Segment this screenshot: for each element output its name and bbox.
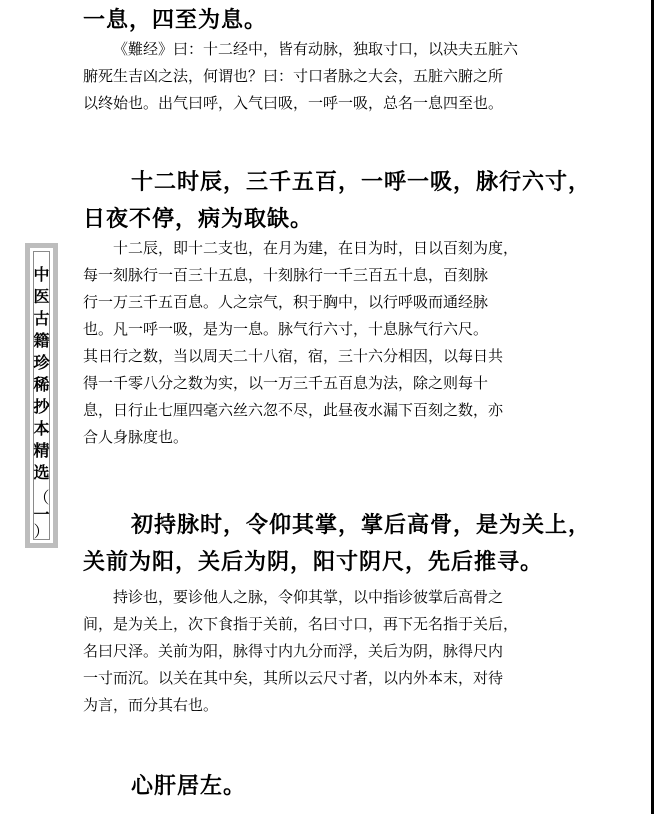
heading-line: 关前为阳，关后为阴，阳寸阴尺，先后推寻。 (83, 550, 544, 575)
series-char: 本 (33, 419, 50, 438)
heading-line: 十二时辰，三千五百，一呼一吸，脉行六寸， (131, 170, 592, 195)
commentary-paragraph (83, 36, 581, 117)
text-line: 为言，而分其右也。 (83, 696, 219, 714)
commentary-paragraph (83, 235, 581, 451)
volume-char: （ (33, 488, 50, 507)
text-line: 其日行之数，当以周天二十八宿，宿，三十六分相因，以每日共 (83, 347, 504, 365)
text-line: 每一刻脉行一百三十五息，十刻脉行一千三百五十息，百刻脉 (83, 266, 489, 284)
series-char: 古 (33, 309, 50, 328)
commentary-paragraph (83, 584, 581, 719)
series-char: 精 (33, 441, 50, 460)
volume-char: ） (33, 522, 50, 541)
text-line: 《難经》曰：十二经中，皆有动脉，独取寸口，以决夫五脏六 (113, 40, 519, 58)
verse-heading (83, 768, 581, 805)
volume-char: 一 (33, 505, 50, 524)
heading-line: 心肝居左。 (131, 774, 247, 799)
text-line: 行一万三千五百息。人之宗气，积于胸中，以行呼吸而通经脉 (83, 293, 489, 311)
series-char: 珍 (33, 353, 50, 372)
series-char: 医 (33, 287, 50, 306)
text-line: 一寸而沉。以关在其中矣，其所以云尺寸者，以内外本末，对待 (83, 669, 504, 687)
verse-heading (83, 164, 592, 238)
text-line: 得一千零八分之数为实，以一万三千五百息为法，除之则每十 (83, 374, 489, 392)
text-line: 也。凡一呼一吸，是为一息。脉气行六寸，十息脉气行六尺。 (83, 320, 489, 338)
heading-line: 一息，四至为息。 (83, 8, 268, 33)
series-char: 抄 (33, 397, 50, 416)
heading-line: 日夜不停，病为取缺。 (83, 207, 314, 232)
verse-heading (83, 2, 581, 39)
series-char: 选 (33, 463, 50, 482)
text-line: 名曰尺泽。关前为阳，脉得寸内九分而浮，关后为阴，脉得尺内 (83, 642, 504, 660)
text-line: 合人身脉度也。 (83, 428, 189, 446)
heading-line: 初持脉时，令仰其掌，掌后高骨，是为关上， (131, 513, 592, 538)
series-char: 籍 (33, 331, 50, 350)
book-series-label (25, 243, 58, 548)
text-line: 间，是为关上，次下食指于关前，名曰寸口，再下无名指于关后， (83, 615, 519, 633)
verse-heading (83, 507, 592, 581)
series-char: 稀 (33, 375, 50, 394)
text-line: 十二辰，即十二支也，在月为建，在日为时，日以百刻为度， (113, 239, 519, 257)
book-series-label-inner (33, 251, 50, 540)
series-char: 中 (33, 265, 50, 284)
text-line: 息，日行止七厘四毫六丝六忽不尽，此昼夜水漏下百刻之数，亦 (83, 401, 504, 419)
text-line: 以终始也。出气曰呼，入气曰吸，一呼一吸，总名一息四至也。 (83, 94, 504, 112)
page-edge-rule (651, 0, 654, 814)
text-line: 腑死生吉凶之法，何谓也？曰：寸口者脉之大会，五脏六腑之所 (83, 67, 504, 85)
text-line: 持诊也，要诊他人之脉，令仰其掌，以中指诊彼掌后高骨之 (113, 588, 504, 606)
